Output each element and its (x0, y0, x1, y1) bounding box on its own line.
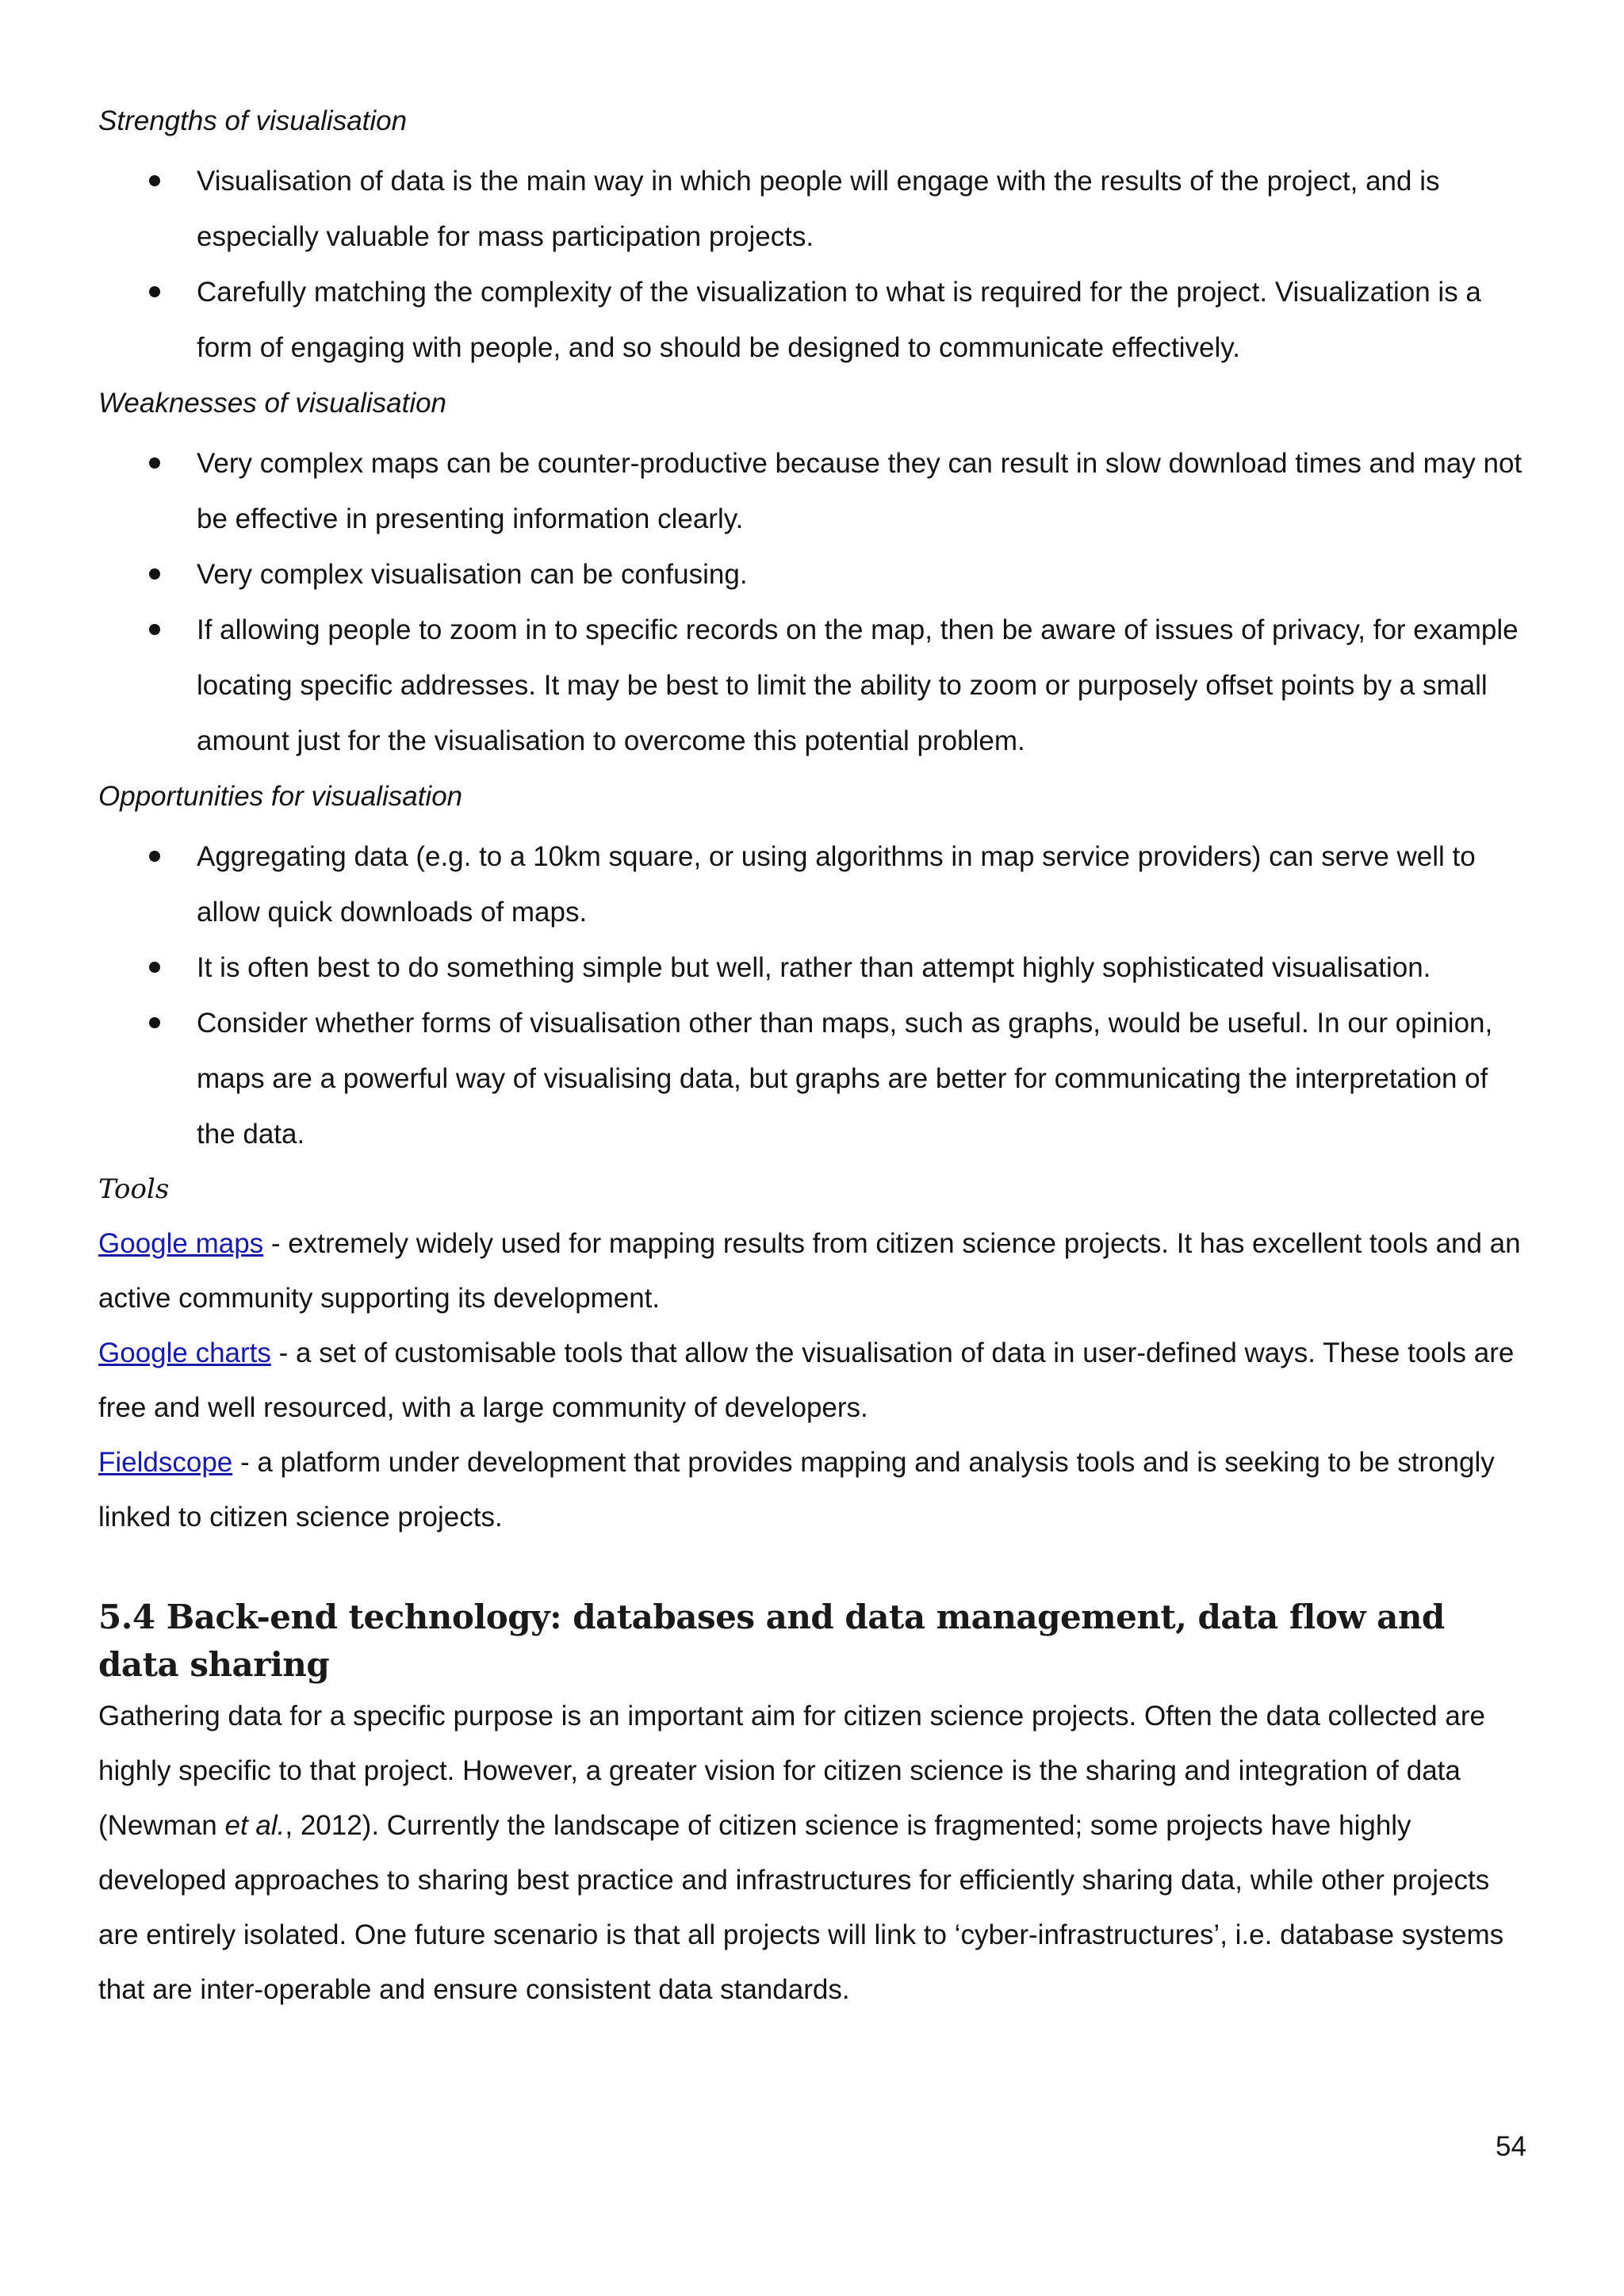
list-item-text: Visualisation of data is the main way in which people will engage with the results of the project, and is especially valuable for mass participation projects. (197, 166, 1440, 252)
fieldscope-link[interactable]: Fieldscope (98, 1447, 233, 1478)
bullet-icon (149, 624, 160, 635)
bullet-icon (149, 286, 160, 297)
strengths-heading: Strengths of visualisation (98, 105, 408, 136)
list-item (98, 603, 1526, 769)
weaknesses-heading: Weaknesses of visualisation (98, 388, 447, 419)
list-item-text: Consider whether forms of visualisation other than maps, such as graphs, would be useful. In our opinion, maps are a powerful way of visualising data, but graphs are better for communicating the interpretation of the data. (197, 1008, 1493, 1150)
tool-entry-google-charts (98, 1326, 1526, 1435)
page-number: 54 (1496, 2131, 1526, 2162)
tool-description: - a platform under development that provides mapping and analysis tools and is seeking to be strongly linked to citizen science projects. (98, 1447, 1495, 1533)
list-item-text: Aggregating data (e.g. to a 10km square, or using algorithms in map service providers) can serve well to allow quick downloads of maps. (197, 841, 1476, 928)
bullet-icon (149, 851, 160, 862)
weaknesses-list (98, 436, 1526, 769)
paragraph-text: , 2012). Currently the landscape of citizen science is fragmented; some projects have highly developed approaches to sharing best practice and infrastructures for efficiently sharing data, while other projects are entirely isolated. One future scenario is that all projects will link to ‘cyber-infrastructures’, i.e. database systems that are inter-operable and ensure consistent data standards. (98, 1810, 1504, 2005)
list-item-text: It is often best to do something simple but well, rather than attempt highly sophisticated visualisation. (197, 952, 1431, 983)
document-page (98, 94, 1526, 2017)
section-paragraph (98, 1689, 1526, 2017)
list-item (98, 265, 1526, 376)
paragraph-text: Gathering data for a specific purpose is an important aim for citizen science projects. Often the data collected are highly specific to that project. However, a greater vision for citizen science is the sharing and integration of data (Newman (98, 1701, 1485, 1841)
opportunities-list (98, 829, 1526, 1162)
list-item (98, 436, 1526, 547)
bullet-icon (149, 1017, 160, 1028)
tool-description: - extremely widely used for mapping results from citizen science projects. It has excellent tools and an active community supporting its development. (98, 1228, 1521, 1314)
list-item (98, 547, 1526, 603)
list-item (98, 154, 1526, 265)
tool-entry-fieldscope (98, 1435, 1526, 1544)
list-item (98, 940, 1526, 996)
list-item-text: Very complex visualisation can be confusing. (197, 559, 748, 590)
opportunities-heading: Opportunities for visualisation (98, 781, 463, 812)
tools-heading: Tools (98, 1173, 170, 1205)
google-charts-link[interactable]: Google charts (98, 1337, 271, 1368)
google-maps-link[interactable]: Google maps (98, 1228, 264, 1259)
list-item (98, 996, 1526, 1162)
bullet-icon (149, 568, 160, 580)
list-item (98, 829, 1526, 940)
list-item-text: Carefully matching the complexity of the visualization to what is required for the project. Visualization is a form of engaging with people, and so should be designed to communicate effectively. (197, 277, 1481, 363)
bullet-icon (149, 457, 160, 469)
bullet-icon (149, 962, 160, 973)
section-title: 5.4 Back-end technology: databases and data management, data flow and data sharing (98, 1598, 1445, 1684)
bullet-icon (149, 175, 160, 186)
citation-italic: et al. (224, 1810, 285, 1841)
tool-description: - a set of customisable tools that allow the visualisation of data in user-defined ways. These tools are free and well resourced, with a large community of developers. (98, 1337, 1515, 1423)
strengths-list (98, 154, 1526, 376)
list-item-text: Very complex maps can be counter-productive because they can result in slow download times and may not be effective in presenting information clearly. (197, 448, 1522, 534)
tool-entry-google-maps (98, 1216, 1526, 1326)
list-item-text: If allowing people to zoom in to specific records on the map, then be aware of issues of privacy, for example locating specific addresses. It may be best to limit the ability to zoom or purposely offset points by a small amount just for the visualisation to overcome this potential problem. (197, 614, 1519, 756)
